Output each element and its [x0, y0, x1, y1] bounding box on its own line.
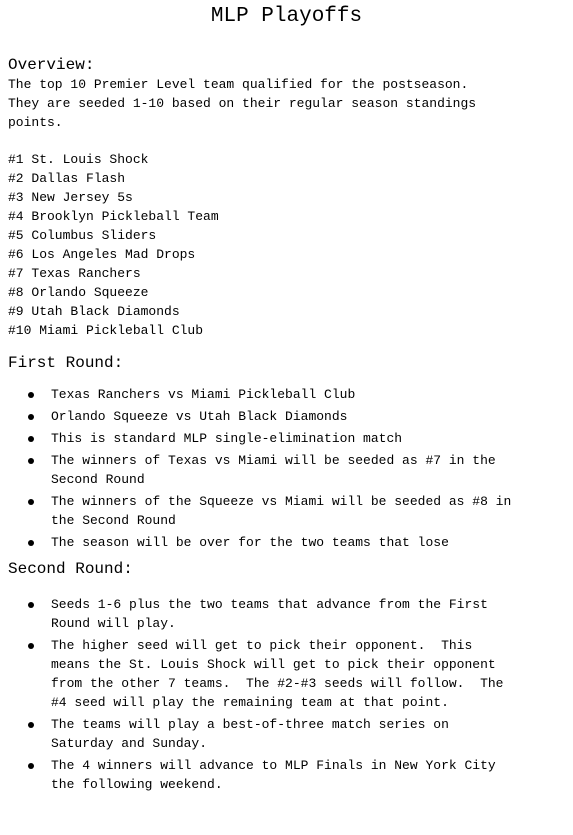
list-item-text: The higher seed will get to pick their opponent. This means the St. Louis Shock will get to pick their opponent from the other 7 teams. The #2-#3 seeds will follow. The #4 seed will play the remaining team at that point.	[51, 638, 504, 710]
list-item-text: Texas Ranchers vs Miami Pickleball Club	[51, 387, 356, 402]
list-item	[51, 492, 565, 530]
list-item-text: The winners of Texas vs Miami will be seeded as #7 in the Second Round	[51, 453, 496, 487]
list-item	[51, 429, 565, 448]
list-item-text: The winners of the Squeeze vs Miami will be seeded as #8 in the Second Round	[51, 494, 512, 528]
seed-item: #3 New Jersey 5s	[8, 190, 133, 205]
bullet-icon	[28, 414, 34, 420]
seed-item: #6 Los Angeles Mad Drops	[8, 247, 196, 262]
list-item-text: Orlando Squeeze vs Utah Black Diamonds	[51, 409, 348, 424]
bullet-icon	[28, 540, 34, 546]
list-item	[51, 385, 565, 404]
list-item-text: The teams will play a best-of-three match series on Saturday and Sunday.	[51, 717, 449, 751]
bullet-icon	[28, 722, 34, 728]
seed-item: #7 Texas Ranchers	[8, 266, 141, 281]
bullet-icon	[28, 499, 34, 505]
bullet-icon	[28, 643, 34, 649]
list-item	[51, 533, 565, 552]
list-item-text: This is standard MLP single-elimination match	[51, 431, 403, 446]
seed-item: #9 Utah Black Diamonds	[8, 304, 180, 319]
bullet-icon	[28, 458, 34, 464]
list-item-text: The 4 winners will advance to MLP Finals in New York City the following weekend.	[51, 758, 496, 792]
overview-heading: Overview:	[8, 56, 95, 74]
list-item	[51, 407, 565, 426]
bullet-icon	[28, 436, 34, 442]
seed-item: #10 Miami Pickleball Club	[8, 323, 204, 338]
second-round-heading: Second Round:	[8, 560, 133, 578]
first-round-list	[8, 385, 565, 552]
second-round-list	[8, 595, 565, 794]
seed-list	[8, 150, 565, 340]
seed-item: #8 Orlando Squeeze	[8, 285, 149, 300]
overview-text: The top 10 Premier Level team qualified for the postseason. They are seeded 1-10 based on their regular season standings points.	[8, 77, 477, 130]
bullet-icon	[28, 392, 34, 398]
list-item-text: The season will be over for the two teams that lose	[51, 535, 449, 550]
list-item	[51, 595, 565, 633]
seed-item: #1 St. Louis Shock	[8, 152, 149, 167]
seed-item: #4 Brooklyn Pickleball Team	[8, 209, 219, 224]
first-round-heading: First Round:	[8, 354, 124, 372]
seed-item: #5 Columbus Sliders	[8, 228, 157, 243]
page-title: MLP Playoffs	[210, 5, 363, 28]
list-item	[51, 756, 565, 794]
seed-item: #2 Dallas Flash	[8, 171, 126, 186]
bullet-icon	[28, 602, 34, 608]
list-item	[51, 715, 565, 753]
list-item	[51, 451, 565, 489]
list-item	[51, 636, 565, 712]
bullet-icon	[28, 763, 34, 769]
list-item-text: Seeds 1-6 plus the two teams that advance from the First Round will play.	[51, 597, 488, 631]
